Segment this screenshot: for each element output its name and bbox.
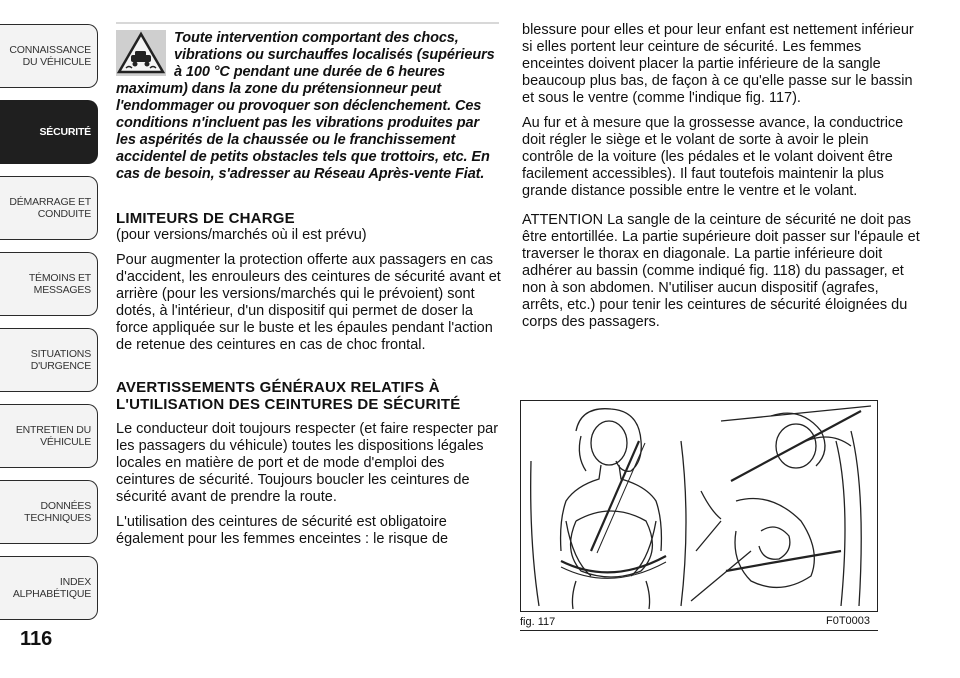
tab-label: ENTRETIEN DU VÉHICULE bbox=[15, 424, 91, 448]
paragraph-limiteurs: Pour augmenter la protection offerte aux passagers en cas d'accident, les enrouleurs des ceintures de sécurité avant et arrière (pour les versions/marchés qui le prévoient) sont dotés, à l'intérieur, d'un dispositif qui permet de doser la force appliquée sur le buste et les épaules pendant l'action de retenue des ceintures en cas de choc frontal. bbox=[116, 252, 501, 353]
figure-label: fig. 117 bbox=[520, 616, 556, 628]
right-column bbox=[522, 22, 922, 331]
paragraph-attention: ATTENTION La sangle de la ceinture de sécurité ne doit pas être entortillée. La partie supérieure doit passer sur l'épaule et traverser le thorax en diagonale. La partie inférieure doit adhérer au bassin (comme indiqué fig. 118) du passager, et non à son abdomen. N'utiliser aucun dispositif (agrafes, arrêts, etc.) pour tenir les ceintures de sécurité éloignées du corps des passagers. bbox=[522, 212, 920, 330]
tab-label: SÉCURITÉ bbox=[39, 126, 91, 138]
tab-label: CONNAISSANCE DU VÉHICULE bbox=[9, 44, 91, 68]
tab-label: DÉMARRAGE ET CONDUITE bbox=[9, 196, 91, 220]
tab-label: SITUATIONS D'URGENCE bbox=[30, 348, 91, 372]
tab-securite[interactable] bbox=[0, 100, 98, 164]
paragraph-conducteur: Le conducteur doit toujours respecter (et faire respecter par les passagers du véhicule) toutes les dispositions légales locales en matière de port et de mode d'emploi des ceintures de sécurité. Toujours boucler les ceintures de sécurité avant de prendre la route. bbox=[116, 421, 499, 505]
top-rule bbox=[116, 22, 499, 24]
paragraph-blessure: blessure pour elles et pour leur enfant est nettement inférieur si elles portent leur ceinture de sécurité. Les femmes enceintes doivent placer la partie inférieure de la sangle beaucoup plus bas, de façon à ce qu'elle passe sur le bassin et sous le ventre (comme l'indique fig. 117). bbox=[522, 22, 914, 106]
pregnant-woman-seatbelt-illustration bbox=[521, 401, 877, 611]
figure-code: F0T0003 bbox=[826, 615, 871, 627]
page-number: 116 bbox=[20, 628, 53, 650]
section-heading-limiteurs: LIMITEURS DE CHARGE bbox=[116, 210, 295, 227]
tab-label: DONNÉES TECHNIQUES bbox=[24, 500, 91, 524]
figure-117-illustration bbox=[520, 400, 878, 612]
warning-box bbox=[116, 30, 502, 183]
tab-donnees-techniques[interactable] bbox=[0, 480, 98, 544]
section-subheading: (pour versions/marchés où il est prévu) bbox=[116, 227, 367, 243]
tab-label: TÉMOINS ET MESSAGES bbox=[28, 272, 91, 296]
tab-entretien-du-vehicule[interactable] bbox=[0, 404, 98, 468]
left-column bbox=[116, 30, 502, 548]
tab-index-alphabetique[interactable] bbox=[0, 556, 98, 620]
tab-situations-d-urgence[interactable] bbox=[0, 328, 98, 392]
tab-label: INDEX ALPHABÉTIQUE bbox=[12, 576, 91, 600]
tab-temoins-et-messages[interactable] bbox=[0, 252, 98, 316]
paragraph-femmes-enceintes: L'utilisation des ceintures de sécurité est obligatoire également pour les femmes enceintes : le risque de bbox=[116, 514, 449, 547]
paragraph-grossesse: Au fur et à mesure que la grossesse avance, la conductrice doit régler le siège et le volant de sorte à avoir le plein contrôle de la voiture (les pédales et le volant doivent être facilement accessibles). Il faut toutefois maintenir la plus grande distance possible entre le ventre et le volant. bbox=[522, 115, 904, 199]
figure-caption-rule bbox=[520, 630, 878, 631]
section-heading-avertissements: AVERTISSEMENTS GÉNÉRAUX RELATIFS À L'UTILISATION DES CEINTURES DE SÉCURITÉ bbox=[116, 379, 461, 413]
warning-text: Toute intervention comportant des chocs, vibrations ou surchauffes localisés (supérieurs à 100 °C pendant une durée de 6 heures maximum) dans la zone du prétensionneur peut l'endommager ou provoquer son déclenchement. Ces conditions n'incluent pas les vibrations produites par les aspérités de la chaussée ou le franchissement accidentel de petits obstacles tels que trottoirs, etc. En cas de besoin, s'adresser au Réseau Après-vente Fiat. bbox=[116, 30, 495, 182]
tab-connaissance-du-vehicule[interactable] bbox=[0, 24, 98, 88]
tab-demarrage-et-conduite[interactable] bbox=[0, 176, 98, 240]
